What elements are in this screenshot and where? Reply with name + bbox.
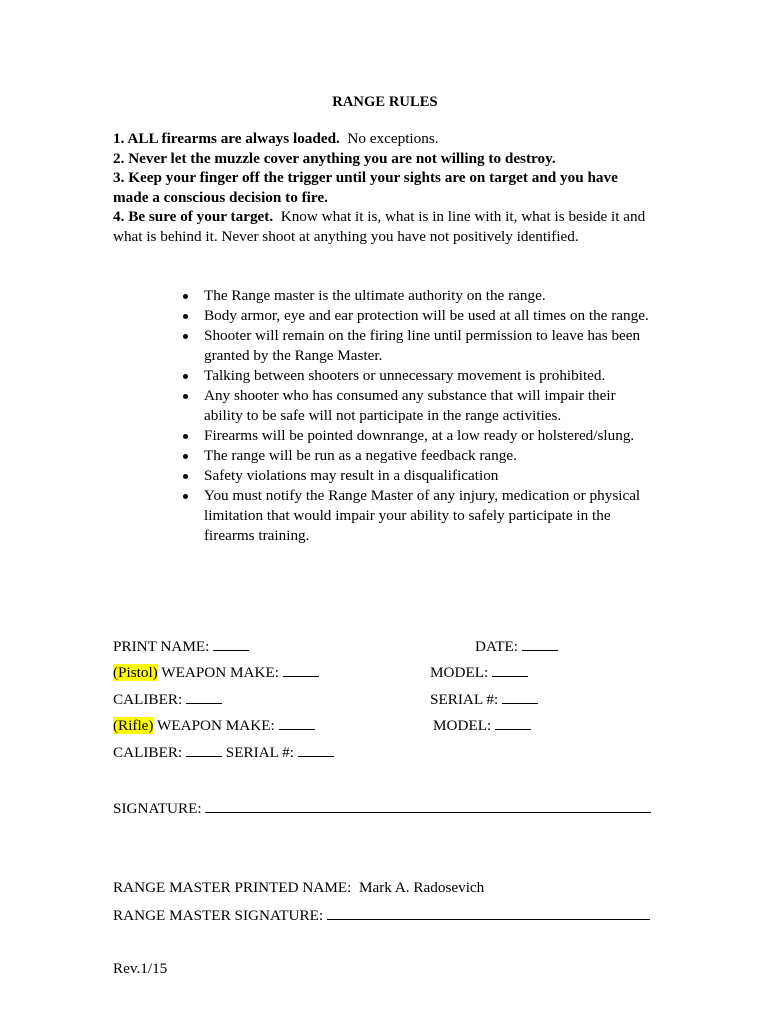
signature-label: SIGNATURE: <box>113 800 202 817</box>
print-name-field[interactable] <box>113 638 249 656</box>
pistol-make-field[interactable] <box>113 664 319 682</box>
rule-2 <box>113 149 653 169</box>
rifle-make-field[interactable] <box>113 717 315 735</box>
rule-2-bold: 2. Never let the muzzle cover anything you are not willing to destroy. <box>113 149 556 167</box>
list-item: Any shooter who has consumed any substance that will impair their ability to be safe will not participate in the range activities. <box>180 386 652 426</box>
rifle-model-field[interactable] <box>433 717 531 735</box>
range-master-signature-field[interactable] <box>113 905 650 925</box>
range-master-name-field <box>113 879 484 897</box>
pistol-serial-label: SERIAL #: <box>430 691 499 708</box>
rule-3 <box>113 168 653 207</box>
rule-1-bold: 1. ALL firearms are always loaded. <box>113 130 340 147</box>
list-item: The Range master is the ultimate authority on the range. <box>180 286 652 306</box>
print-name-label: PRINT NAME: <box>113 638 210 655</box>
rifle-caliber-label: CALIBER: <box>113 744 183 761</box>
rules-list <box>113 129 653 247</box>
list-item: You must notify the Range Master of any injury, medication or physical limitation that would impair your ability to safely participate in the firearms training. <box>180 486 652 546</box>
pistol-make-blank[interactable] <box>283 664 319 677</box>
date-field[interactable] <box>475 638 558 656</box>
pistol-make-label: WEAPON MAKE: <box>161 664 279 681</box>
pistol-serial-blank[interactable] <box>502 691 538 704</box>
list-item: Firearms will be pointed downrange, at a low ready or holstered/slung. <box>180 426 652 446</box>
rifle-model-blank[interactable] <box>495 717 531 730</box>
rule-4-text: Know what it is, what is in line with it, what is beside it and what is behind it. Never shoot at anything you have not positively identified. <box>113 208 646 245</box>
rifle-make-blank[interactable] <box>279 717 315 730</box>
signature-line[interactable] <box>205 798 651 813</box>
date-blank[interactable] <box>522 638 558 651</box>
range-master-signature-label: RANGE MASTER SIGNATURE: <box>113 907 324 924</box>
range-master-name-value: Mark A. Radosevich <box>358 879 485 896</box>
rifle-tag: (Rifle) <box>113 717 154 734</box>
rule-1 <box>113 129 653 149</box>
pistol-serial-field[interactable] <box>430 691 538 709</box>
pistol-model-label: MODEL: <box>430 664 489 681</box>
pistol-caliber-field[interactable] <box>113 691 222 709</box>
pistol-tag: (Pistol) <box>113 664 158 681</box>
list-item: Body armor, eye and ear protection will be used at all times on the range. <box>180 306 652 326</box>
signature-field[interactable] <box>113 798 651 818</box>
pistol-caliber-blank[interactable] <box>186 691 222 704</box>
rifle-make-label: WEAPON MAKE: <box>157 717 275 734</box>
list-item: Shooter will remain on the firing line until permission to leave has been granted by the Range Master. <box>180 326 652 366</box>
rifle-serial-blank[interactable] <box>298 744 334 757</box>
pistol-model-field[interactable] <box>430 664 528 682</box>
list-item: Talking between shooters or unnecessary movement is prohibited. <box>180 366 652 386</box>
date-label: DATE: <box>475 638 519 655</box>
revision-footer: Rev.1/15 <box>113 960 168 977</box>
rule-1-text: No exceptions. <box>347 130 439 147</box>
rifle-serial-label: SERIAL #: <box>225 744 294 761</box>
pistol-model-blank[interactable] <box>492 664 528 677</box>
range-master-name-label: RANGE MASTER PRINTED NAME: <box>113 879 352 896</box>
list-item: The range will be run as a negative feedback range. <box>180 446 652 466</box>
document-title: RANGE RULES <box>332 94 438 110</box>
rule-4 <box>113 207 653 246</box>
rule-3-bold: 3. Keep your finger off the trigger until your sights are on target and you have made a conscious decision to fire. <box>113 169 618 206</box>
rifle-model-label: MODEL: <box>433 717 492 734</box>
list-item: Safety violations may result in a disqualification <box>180 466 652 486</box>
range-master-signature-line[interactable] <box>327 905 650 920</box>
bullet-list <box>180 286 652 546</box>
pistol-caliber-label: CALIBER: <box>113 691 183 708</box>
print-name-blank[interactable] <box>213 638 249 651</box>
rifle-caliber-serial-field[interactable] <box>113 744 334 762</box>
rifle-caliber-blank[interactable] <box>186 744 222 757</box>
rule-4-bold: 4. Be sure of your target. <box>113 208 274 226</box>
